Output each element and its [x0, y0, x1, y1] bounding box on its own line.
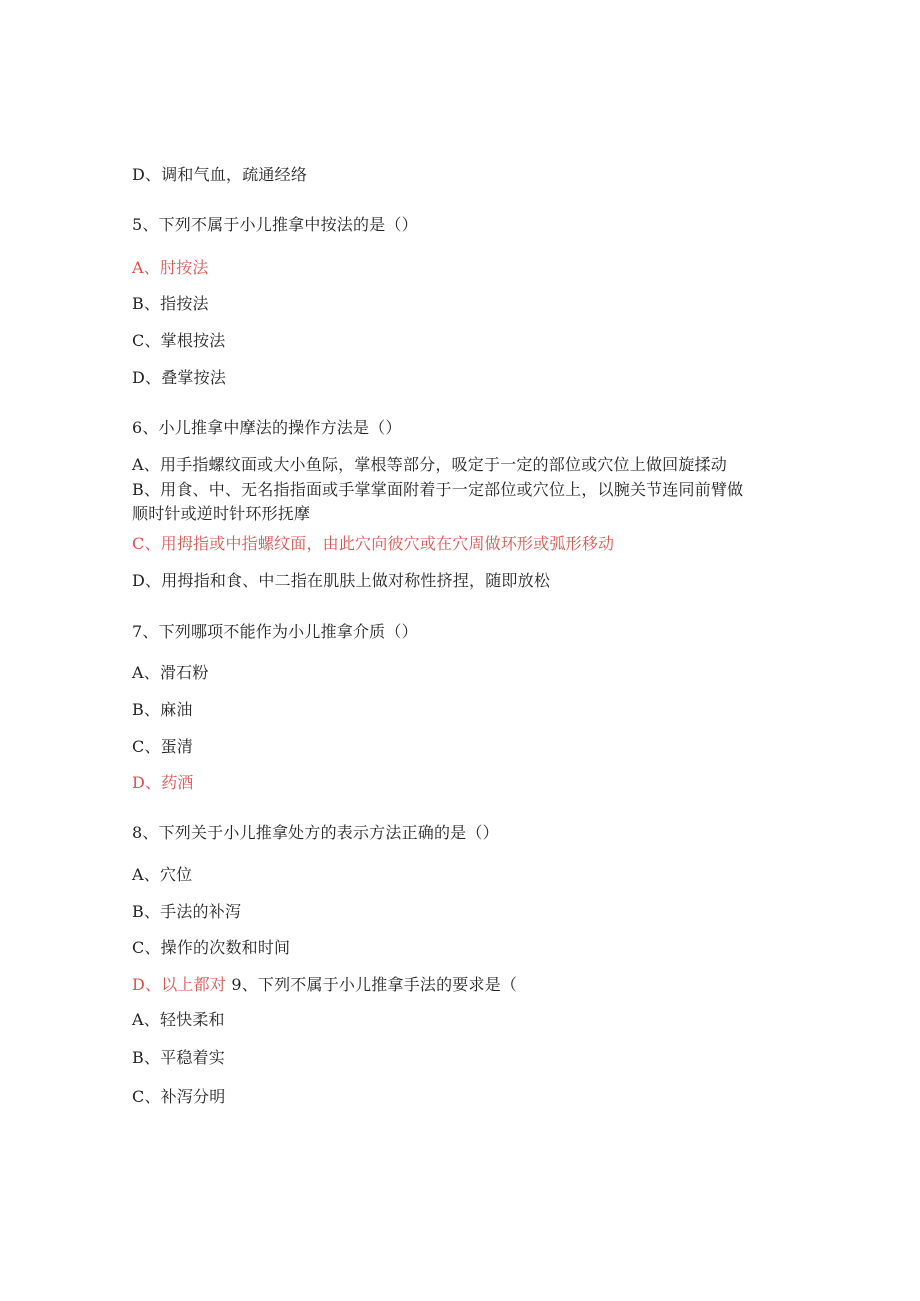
q8-option-a: A、穴位	[132, 865, 193, 884]
q6-option-b-line1: B、用食、中、无名指指面或手掌掌面附着于一定部位或穴位上，以腕关节连同前臂做	[132, 480, 744, 499]
q6-option-c-answer: C、用拇指或中指螺纹面，由此穴向彼穴或在穴周做环形或弧形移动	[132, 534, 615, 553]
q5-option-d: D、叠掌按法	[132, 368, 227, 387]
q9-question: 9、下列不属于小儿推拿手法的要求是（	[231, 975, 518, 994]
q5-question: 5、下列不属于小儿推拿中按法的是（）	[132, 215, 418, 234]
q8-question: 8、下列关于小儿推拿处方的表示方法正确的是（）	[132, 823, 499, 842]
q7-option-d-answer: D、药酒	[132, 773, 194, 792]
q8-option-b: B、手法的补泻	[132, 902, 242, 921]
q7-option-c: C、蛋清	[132, 737, 194, 756]
q4-option-d: D、调和气血，疏通经络	[132, 165, 308, 184]
q7-question: 7、下列哪项不能作为小儿推拿介质（）	[132, 622, 418, 641]
q9-option-b: B、平稳着实	[132, 1048, 225, 1067]
q5-option-b: B、指按法	[132, 294, 209, 313]
q8-option-c: C、操作的次数和时间	[132, 938, 291, 957]
q7-option-b: B、麻油	[132, 700, 193, 719]
q7-option-a: A、滑石粉	[132, 663, 209, 682]
q5-option-c: C、掌根按法	[132, 331, 226, 350]
q8-d-and-q9-line	[132, 975, 517, 995]
q5-option-a-answer: A、肘按法	[132, 258, 209, 277]
q9-option-a: A、轻快柔和	[132, 1010, 225, 1029]
q6-option-b-line2: 顺时针或逆时针环形抚摩	[132, 504, 311, 523]
q6-option-a: A、用手指螺纹面或大小鱼际，掌根等部分，吸定于一定的部位或穴位上做回旋揉动	[132, 455, 727, 474]
q9-option-c: C、补泻分明	[132, 1087, 226, 1106]
q6-option-d: D、用拇指和食、中二指在肌肤上做对称性挤捏，随即放松	[132, 571, 551, 590]
q8-option-d-answer: D、以上都对	[132, 975, 227, 994]
q6-question: 6、小儿推拿中摩法的操作方法是（）	[132, 418, 402, 437]
